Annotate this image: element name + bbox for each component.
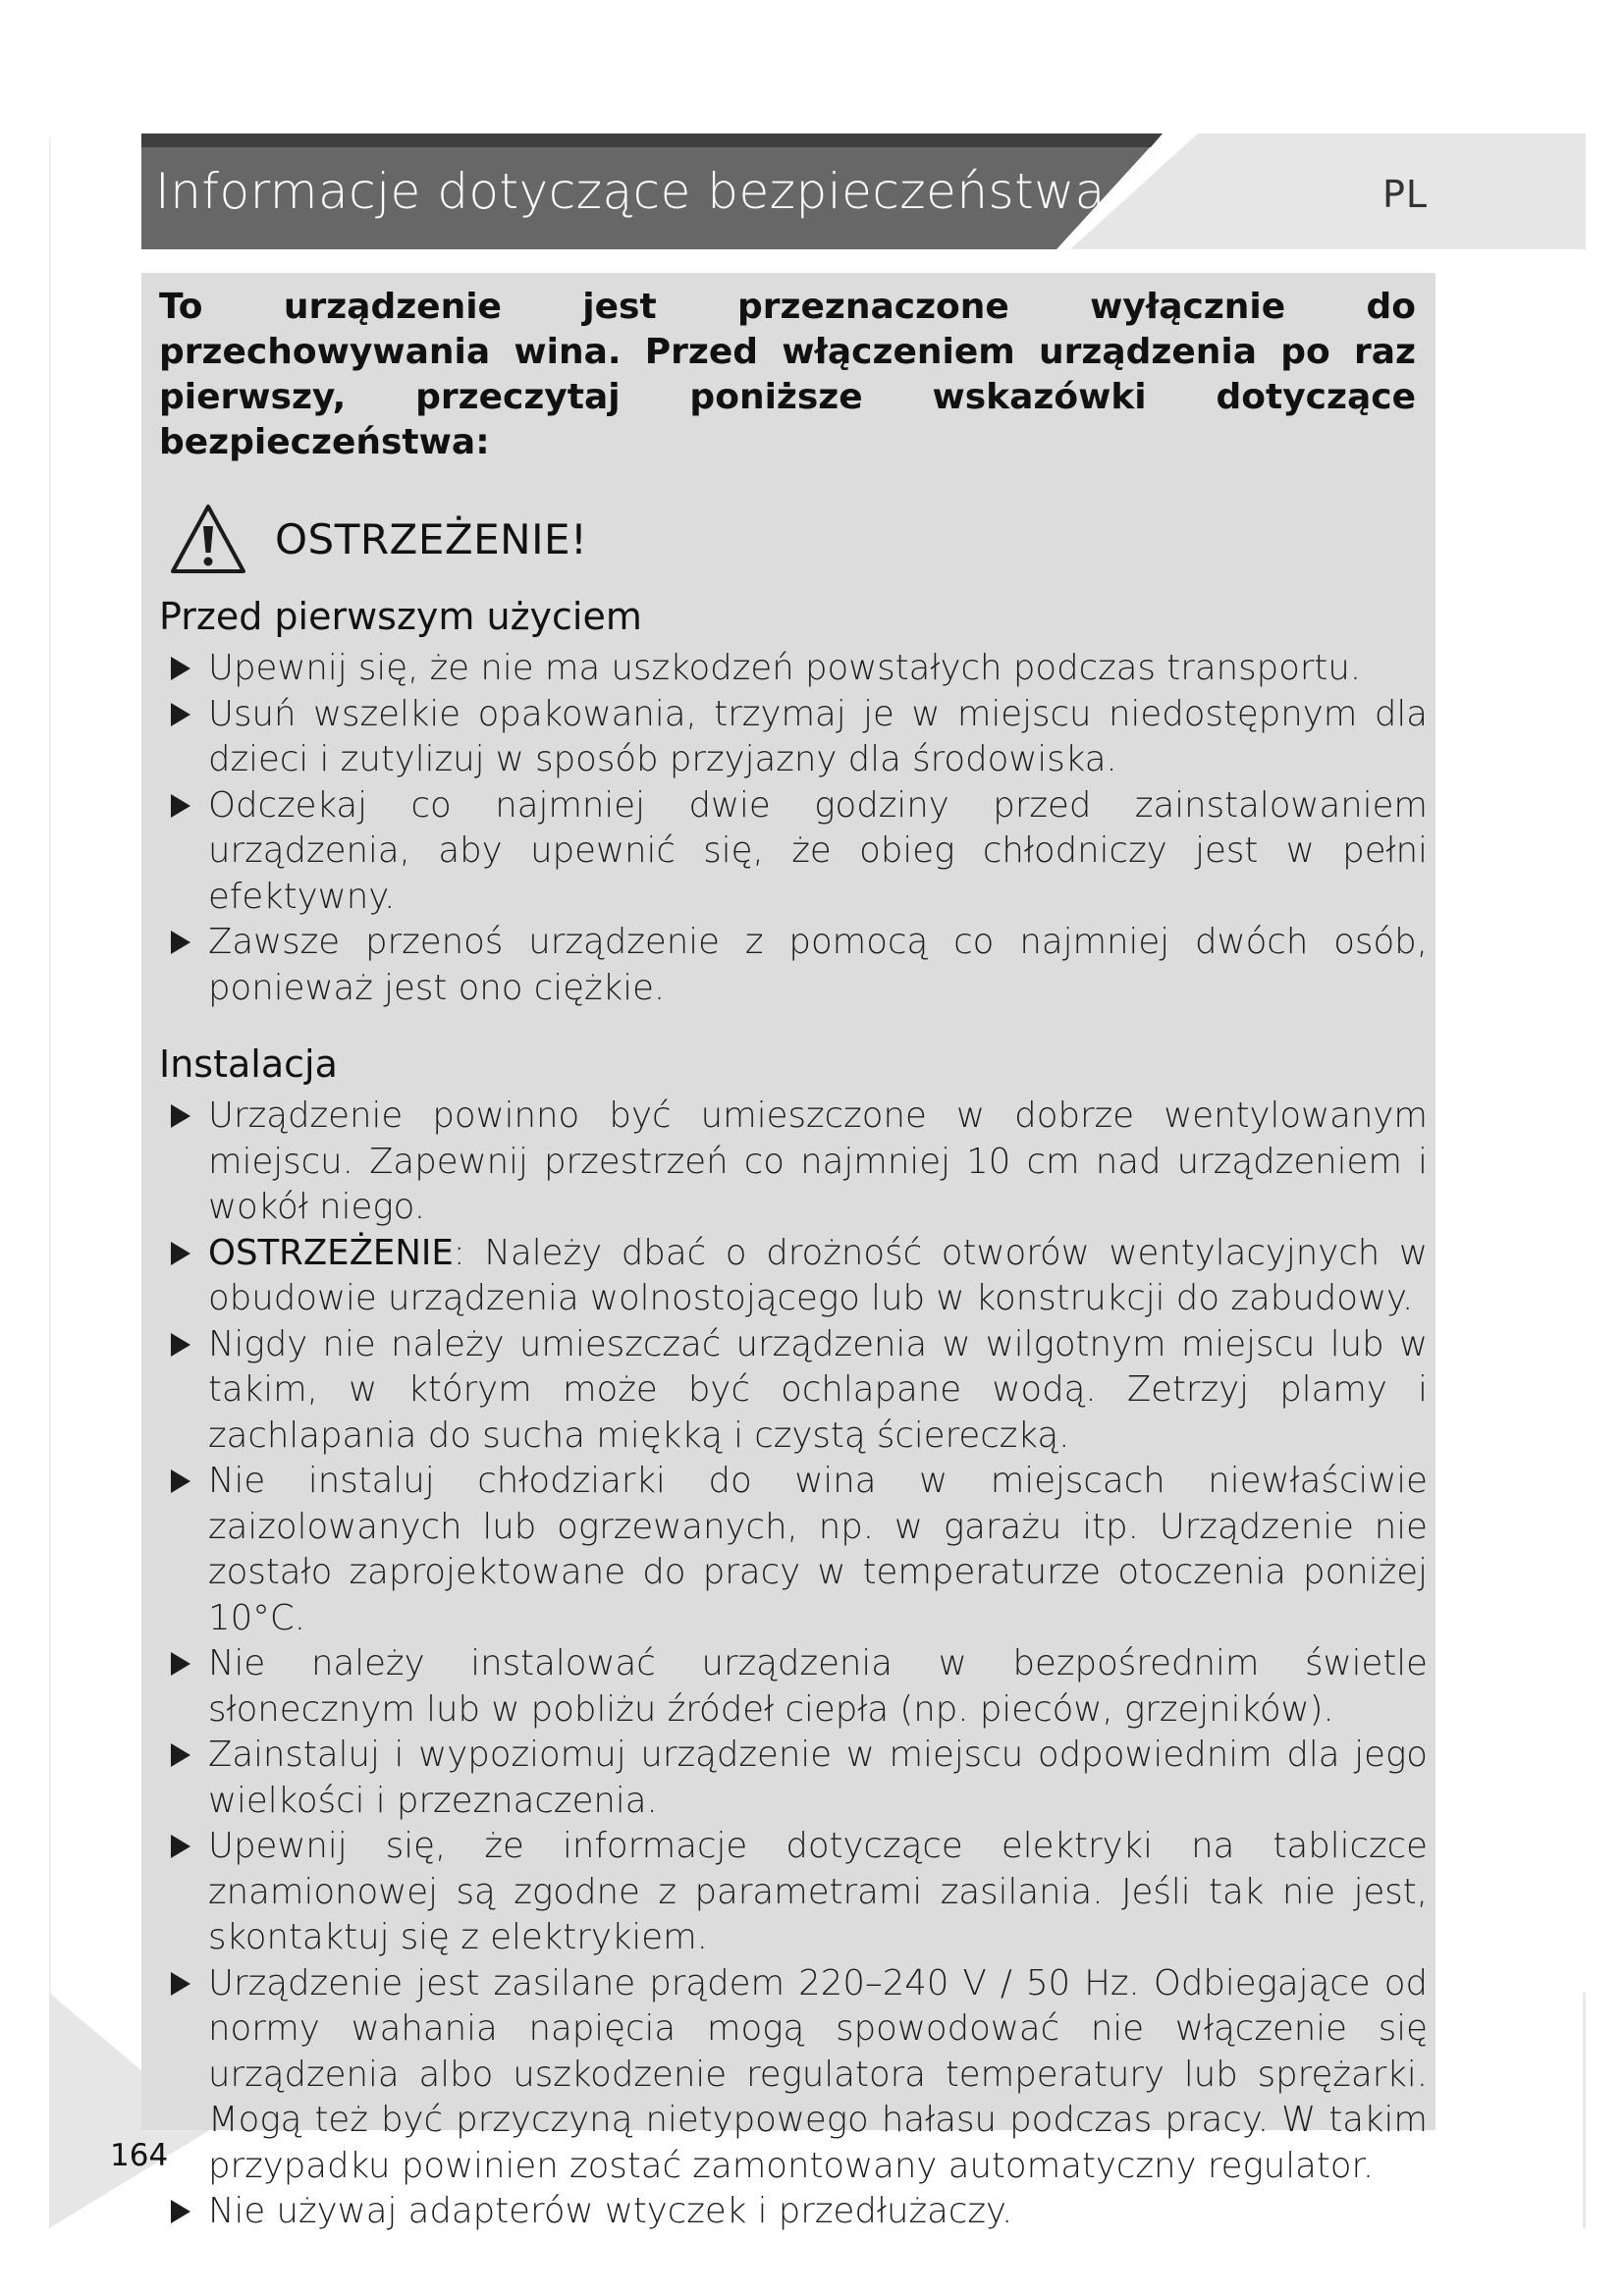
list-item: Nigdy nie należy umieszczać urządzenia w wilgotnym miejscu lub w takim, w którym może być ochlapane wodą. Zetrzyj plamy i zachlapania do sucha miękką i czystą ściereczką. [159, 1322, 1428, 1460]
list-item: Nie należy instalować urządzenia w bezpośrednim świetle słonecznym lub w pobliżu źródeł ciepła (np. pieców, grzejników). [159, 1641, 1428, 1733]
right-margin-line [1583, 1993, 1586, 2228]
page-title: Informacje dotyczące bezpieczeństwa [155, 163, 1106, 220]
list-item: Upewnij się, że nie ma uszkodzeń powstałych podczas transportu. [159, 646, 1428, 692]
list-item: Nie instaluj chłodziarki do wina w miejscach niewłaściwie zaizolowanych lub ogrzewanych, np. w garażu itp. Urządzenie nie zostało zaprojektowane do pracy w temperaturze otoczenia poniżej 10°C. [159, 1459, 1428, 1641]
list-item: Urządzenie jest zasilane prądem 220–240 V / 50 Hz. Odbiegające od normy wahania napięcia mogą spowodować nie włączenie się urządzenia albo uszkodzenie regulatora temperatury lub sprężarki. Mogą też być przyczyną nietypowego hałasu podczas pracy. W takim przypadku powinien zostać zamontowany automatyczny regulator. [159, 1961, 1428, 2190]
bullet-arrow-icon [171, 1972, 190, 1996]
content [159, 285, 1426, 2235]
bullet-arrow-icon [171, 1469, 190, 1493]
header-light-band [1070, 133, 1586, 249]
page-number: 164 [110, 2138, 169, 2173]
language-code: PL [1382, 173, 1429, 216]
bullet-arrow-icon [171, 1652, 190, 1676]
bullet-arrow-icon [171, 1835, 190, 1858]
section-heading-installation: Instalacja [159, 1042, 338, 1086]
list-item: Zainstaluj i wypoziomuj urządzenie w miejscu odpowiednim dla jego wielkości i przeznaczenia. [159, 1733, 1428, 1824]
intro-paragraph: To urządzenie jest przeznaczone wyłącznie do przechowywania wina. Przed włączeniem urządzenia po raz pierwszy, przeczytaj poniższe wskazówki dotyczące bezpieczeństwa: [159, 287, 1416, 462]
list-item: Usuń wszelkie opakowania, trzymaj je w miejscu niedostępnym dla dzieci i zutylizuj w sposób przyjazny dla środowiska. [159, 692, 1428, 783]
bullet-arrow-icon [171, 2200, 190, 2223]
list-item: OSTRZEŻENIE: Należy dbać o drożność otworów wentylacyjnych w obudowie urządzenia wolnostojącego lub w konstrukcji do zabudowy. [159, 1231, 1428, 1322]
warning-block [159, 495, 1426, 583]
list-item: Zawsze przenoś urządzenie z pomocą co najmniej dwóch osób, ponieważ jest ono ciężkie. [159, 920, 1428, 1011]
warning-title: OSTRZEŻENIE! [275, 514, 588, 563]
bullet-arrow-icon [171, 1242, 190, 1265]
header-band-shadow [141, 133, 1163, 147]
first-use-list [159, 646, 1426, 1011]
bullet-arrow-icon [171, 1333, 190, 1357]
installation-list [159, 1094, 1426, 2235]
bullet-arrow-icon [171, 1743, 190, 1767]
warning-lead: OSTRZEŻENIE [208, 1232, 454, 1273]
list-item: Upewnij się, że informacje dotyczące elektryki na tabliczce znamionowej są zgodne z parametrami zasilania. Jeśli tak nie jest, skontaktuj się z elektrykiem. [159, 1824, 1428, 1961]
bullet-arrow-icon [171, 657, 190, 680]
section-heading-first-use: Przed pierwszym użyciem [159, 595, 642, 638]
left-margin-line [49, 137, 51, 2228]
bullet-arrow-icon [171, 1104, 190, 1128]
bullet-arrow-icon [171, 794, 190, 818]
bullet-arrow-icon [171, 931, 190, 954]
list-item: Urządzenie powinno być umieszczone w dobrze wentylowanym miejscu. Zapewnij przestrzeń co najmniej 10 cm nad urządzeniem i wokół niego. [159, 1094, 1428, 1231]
list-item: Odczekaj co najmniej dwie godziny przed zainstalowaniem urządzenia, aby upewnić się, że obieg chłodniczy jest w pełni efektywny. [159, 783, 1428, 921]
warning-triangle-icon [167, 501, 249, 577]
bullet-arrow-icon [171, 703, 190, 726]
list-item: Nie używaj adapterów wtyczek i przedłużaczy. [159, 2189, 1428, 2235]
